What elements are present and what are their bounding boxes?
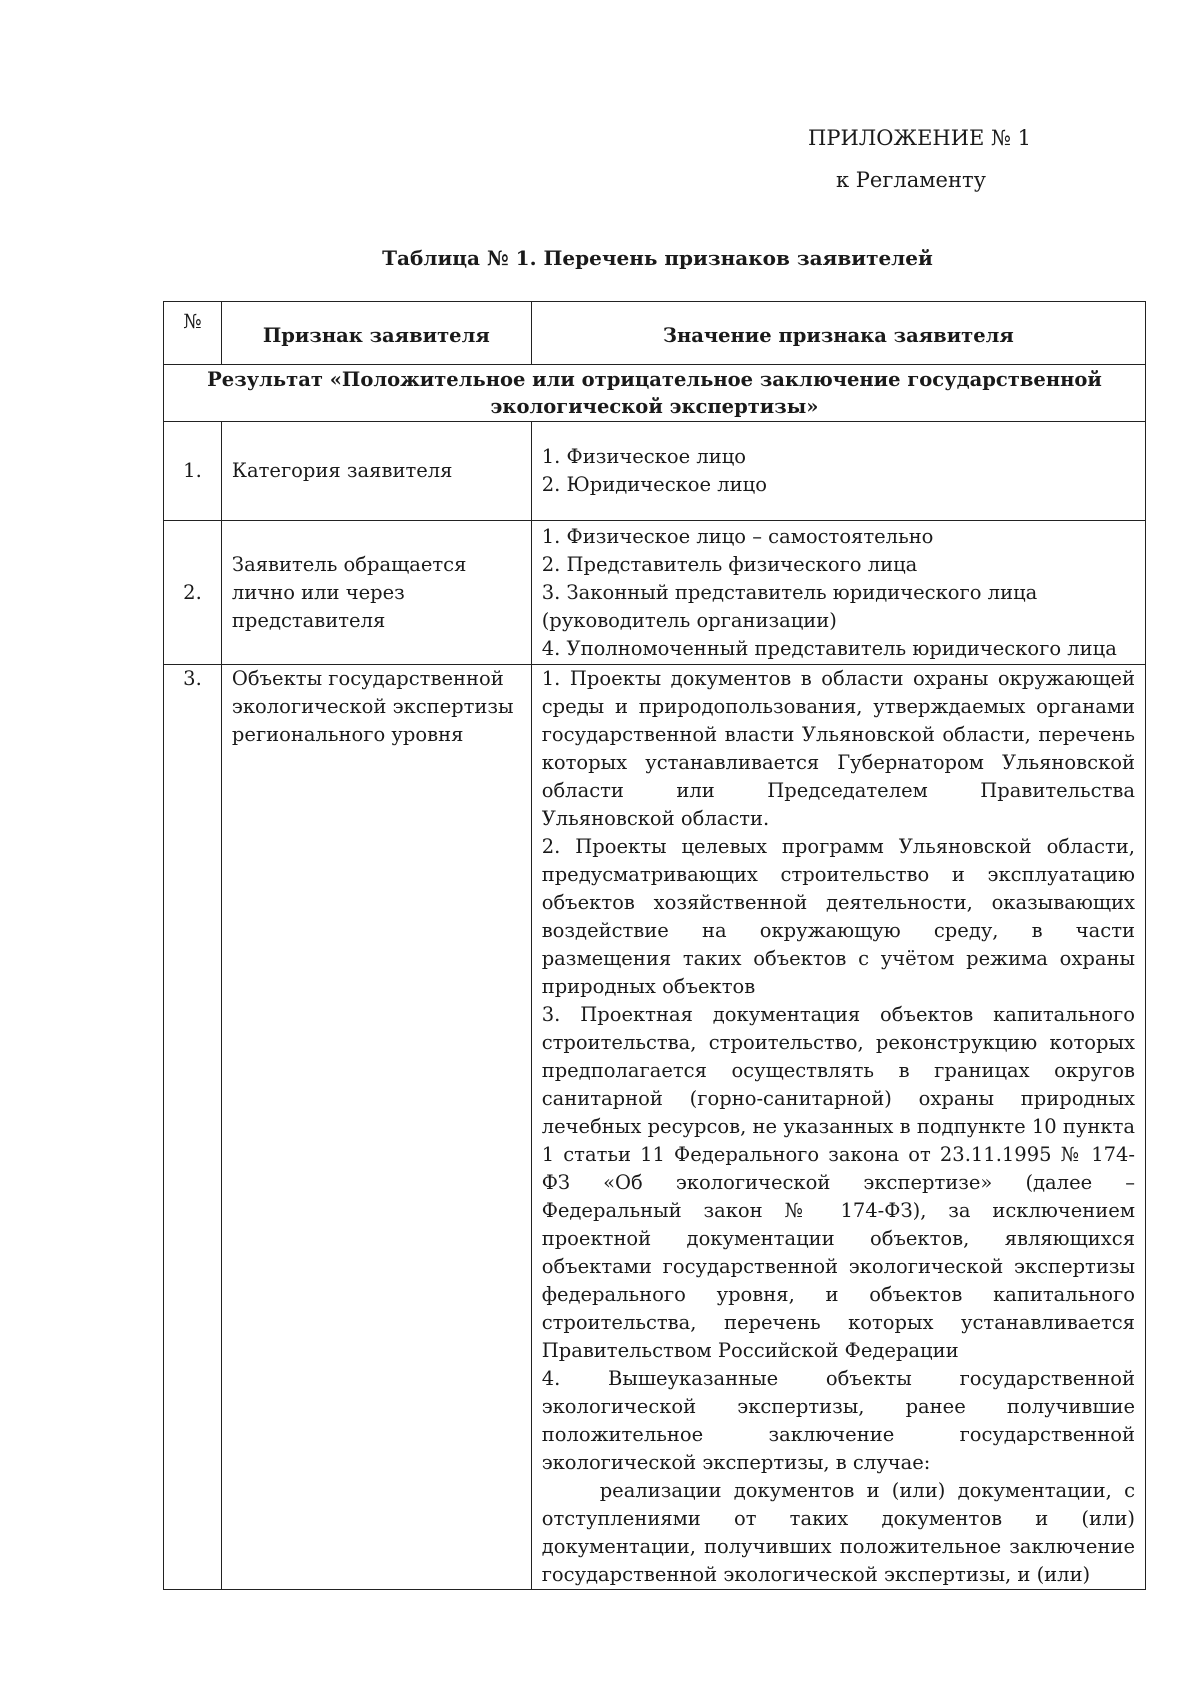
row-number: 3. bbox=[164, 665, 222, 1590]
row-feature: Категория заявителя bbox=[221, 422, 531, 521]
value-item: 2. Представитель физического лица bbox=[541, 553, 918, 576]
row-feature: Заявитель обращается лично или через представителя bbox=[221, 521, 531, 665]
row-feature: Объекты государственной экологической экспертизы регионального уровня bbox=[221, 665, 531, 1590]
value-item: 3. Проектная документация объектов капитального строительства, строительство, реконструкцию которых предполагается осуществлять в границах округов санитарной (горно-санитарной) охраны природных лечебных ресурсов, не указанных в подпункте 10 пункта 1 статьи 11 Федерального закона от 23.11.1995 № 174-ФЗ «Об экологической экспертизе» (далее – Федеральный закон № 174-ФЗ), за исключением проектной документации объектов, являющихся объектами государственной экологической экспертизы федерального уровня, и объектов капитального строительства, перечень которых устанавливается Правительством Российской Федерации bbox=[541, 1003, 1135, 1362]
row-number: 1. bbox=[164, 422, 222, 521]
table-row bbox=[164, 665, 1146, 1590]
applicant-features-table bbox=[163, 301, 1146, 1590]
value-item: 1. Физическое лицо bbox=[541, 445, 747, 468]
row-number: 2. bbox=[164, 521, 222, 665]
row-values bbox=[531, 521, 1145, 665]
table-row bbox=[164, 521, 1146, 665]
header-number: № bbox=[164, 302, 222, 365]
row-values bbox=[531, 665, 1145, 1590]
value-item: 1. Физическое лицо – самостоятельно bbox=[541, 525, 934, 548]
table-header-row bbox=[164, 302, 1146, 365]
table-row bbox=[164, 422, 1146, 521]
value-item: 1. Проекты документов в области охраны окружающей среды и природопользования, утверждаемых органами государственной власти Ульяновской области, перечень которых устанавливается Губернатором Ульяновской области или Председателем Правительства Ульяновской области. bbox=[541, 667, 1135, 830]
table-title: Таблица № 1. Перечень признаков заявителей bbox=[382, 246, 933, 270]
section-row bbox=[164, 365, 1146, 422]
section-title-text: Результат «Положительное или отрицательное заключение государственной экологической экспертизы» bbox=[207, 368, 1102, 418]
section-title bbox=[164, 365, 1146, 422]
value-item: реализации документов и (или) документации, с отступлениями от таких документов и (или) документации, получивших положительное заключение государственной экологической экспертизы, и (или) bbox=[541, 1479, 1135, 1586]
header-value: Значение признака заявителя bbox=[531, 302, 1145, 365]
value-item: 4. Вышеуказанные объекты государственной экологической экспертизы, ранее получившие положительное заключение государственной экологической экспертизы, в случае: bbox=[541, 1367, 1135, 1474]
value-item: 4. Уполномоченный представитель юридического лица bbox=[541, 637, 1117, 660]
appendix-subtitle: к Регламенту bbox=[836, 168, 986, 192]
row-values bbox=[531, 422, 1145, 521]
value-item: 2. Проекты целевых программ Ульяновской области, предусматривающих строительство и эксплуатацию объектов хозяйственной деятельности, оказывающих воздействие на окружающую среду, в части размещения таких объектов с учётом режима охраны природных объектов bbox=[541, 835, 1135, 998]
value-item: 2. Юридическое лицо bbox=[541, 473, 767, 496]
appendix-title: ПРИЛОЖЕНИЕ № 1 bbox=[808, 126, 1031, 150]
value-item: 3. Законный представитель юридического лица (руководитель организации) bbox=[541, 581, 1038, 632]
header-feature: Признак заявителя bbox=[221, 302, 531, 365]
